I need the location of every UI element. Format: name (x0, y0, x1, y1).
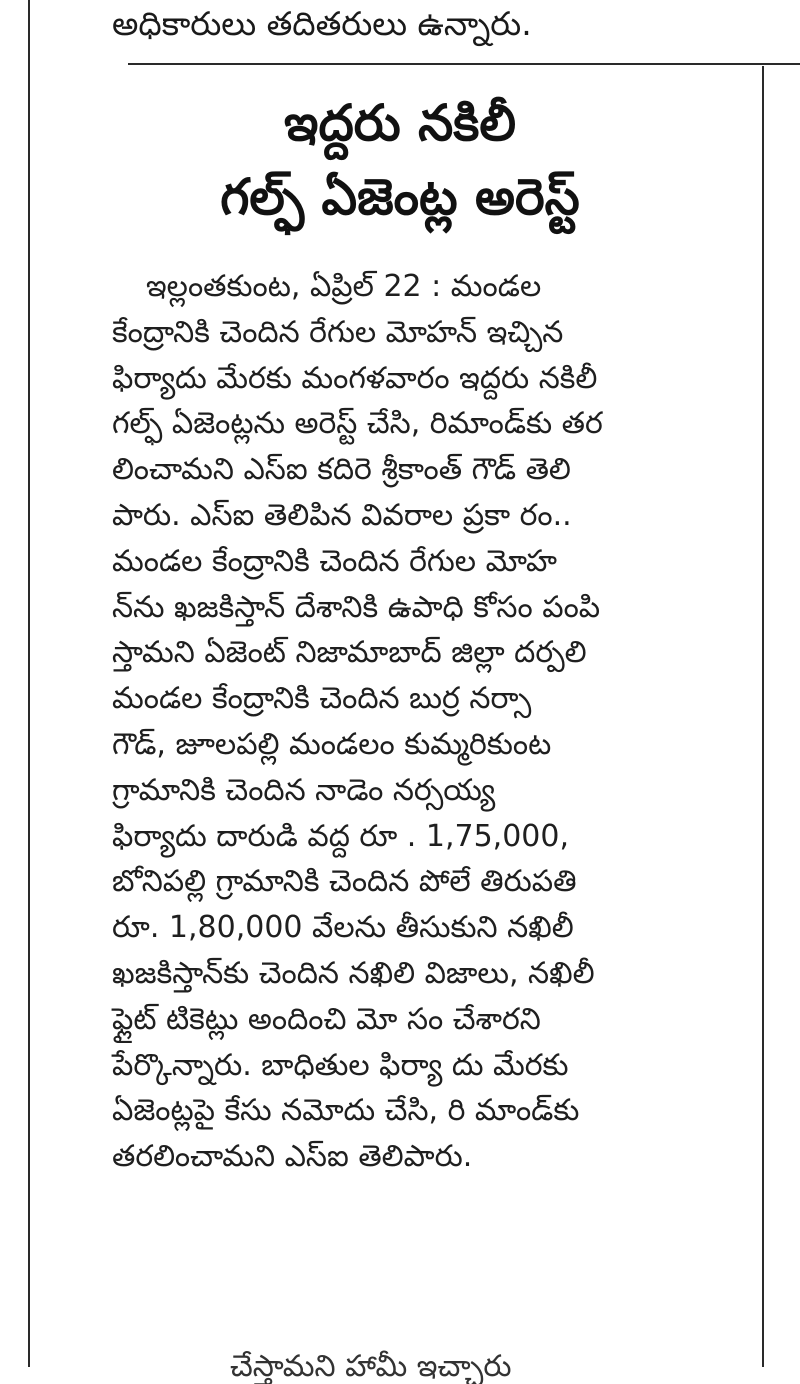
headline-line-2: గల్ఫ్ ఏజెంట్ల అరెస్ట్ (220, 168, 580, 226)
article-separator-rule (128, 63, 800, 65)
body-line: గ్రామానికి చెందిన నాడెం నర్సయ్య (112, 772, 496, 808)
body-line: బోనిపల్లి గ్రామానికి చెందిన పోలే తిరుపతి (112, 864, 577, 900)
headline-line-1: ఇద్దరు నకిలీ (284, 94, 516, 152)
body-line: గల్ఫ్ ఏజెంట్లను అరెస్ట్ చేసి, రిమాండ్‌కు తర (112, 406, 603, 442)
body-line: ఖజకిస్తాన్‌కు చెందిన నఖిలి విజాలు, నఖిలీ (112, 955, 595, 991)
previous-article-tail: అధికారులు తదితరులు ఉన్నారు. (112, 4, 532, 43)
body-line: పేర్కొన్నారు. బాధితుల ఫిర్యా దు మేరకు (112, 1047, 569, 1083)
body-line: కేంద్రానికి చెందిన రేగుల మోహన్ ఇచ్చిన (112, 314, 564, 350)
body-line: తరలించామని ఎస్ఐ తెలిపారు. (112, 1139, 473, 1175)
article-body (112, 264, 756, 1180)
body-line: మండల కేంద్రానికి చెందిన రేగుల మోహ (112, 543, 558, 579)
column-rule-left (28, 0, 30, 1367)
body-line: రూ. 1,80,000 వేలను తీసుకుని నఖిలీ (112, 910, 574, 946)
next-article-fragment-text: చేస్తామని హామీ ఇచ్చారు (230, 1349, 512, 1384)
body-line: ఫిర్యాదు మేరకు మంగళవారం ఇద్దరు నకిలీ (112, 360, 598, 396)
body-line: మండల కేంద్రానికి చెందిన బుర్ర నర్సా (112, 681, 532, 717)
body-line: గౌడ్, జూలపల్లి మండలం కుమ్మరికుంట (112, 726, 552, 762)
body-line: ఏజెంట్లపై కేసు నమోదు చేసి, రి మాండ్‌కు (112, 1093, 580, 1129)
article-headline (60, 86, 740, 234)
next-article-fragment (230, 1349, 570, 1384)
body-line: ఫ్లైట్ టికెట్లు అందించి మో సం చేశారని (112, 1001, 541, 1037)
body-line: న్‌ను ఖజకిస్తాన్ దేశానికి ఉపాధి కోసం పంపి (112, 589, 601, 625)
body-line: పారు. ఎస్ఐ తెలిపిన వివరాల ప్రకా రం.. (112, 497, 572, 533)
body-line: స్తామని ఏజెంట్ నిజామాబాద్ జిల్లా దర్పలి (112, 635, 587, 671)
body-line: ఇల్లంతకుంట, ఏప్రిల్ 22 : మండల (146, 269, 542, 304)
body-line: లించామని ఎస్ఐ కదిరె శ్రీకాంత్ గౌడ్ తెలి (112, 452, 571, 488)
column-rule-right (762, 66, 764, 1367)
body-line: ఫిర్యాదు దారుడి వద్ద రూ . 1,75,000, (112, 818, 569, 854)
